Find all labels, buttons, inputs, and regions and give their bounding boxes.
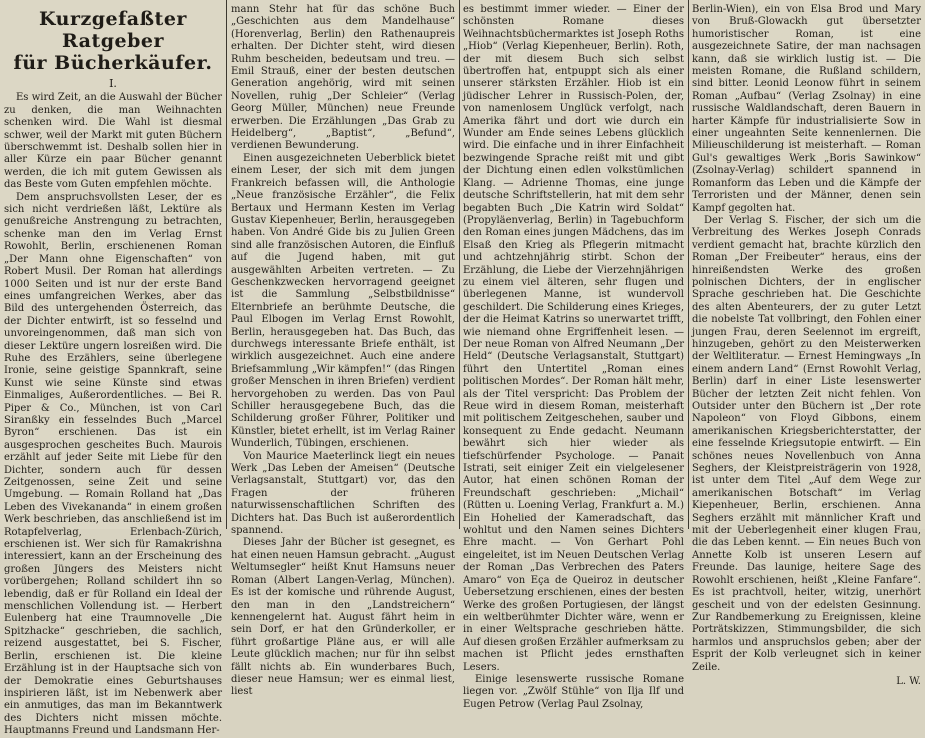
paragraph: Von Maurice Maeterlinck liegt ein neues Werk „Das Leben der Ameisen“ (Deutsche Verlagsanstalt, Stuttgart) vor, das den Fragen der früheren naturwissenschaftlichen Schriften des Dichters hat. Das Buch ist außerordentlich spannend.	[231, 450, 455, 537]
column-1-text	[4, 92, 222, 737]
headline-line-1: Kurzgefaßter Ratgeber	[39, 8, 187, 52]
paragraph: es bestimmt immer wieder. — Einer der schönsten Romane dieses Weihnachtsbüchermarktes ist Joseph Roths „Hiob“ (Verlag Kiepenheuer, Berlin). Roth, der mit diesem Buch sich selbst übertroffen hat, entpuppt sich als einer unserer stärksten Erzähler. Hiob ist ein jüdischer Lehrer in Russisch-Polen, der, von namenlosem Unglück verfolgt, nach Amerika fährt und dort wie durch ein Wunder am Ende seines Lebens glücklich wird. Die einfache und in ihrer Einfachheit bezwingende Sprache reißt mit und gibt der Dichtung einen edlen volkstümlichen Klang. — Adrienne Thomas, eine junge deutsche Schriftstellerin, hat mit dem sehr begabten Buch „Die Katrin wird Soldat“ (Propyläenverlag, Berlin) in Tagebuchform den Roman eines jungen Mädchens, das im Elsaß den Krieg als Pflegerin mitmacht und achtzehnjährig stirbt. Schon der Erzählung, die Liebe der Vierzehnjährigen zu einem viel älteren, sehr flugen und überlegenen Manne, ist wundervoll geschildert. Die Schilderung eines Krieges, der die Heimat Katrins so unerwartet trifft, wie niemand ohne Ergriffenheit lesen. — Der neue Roman von Alfred Neumann „Der Held“ (Deutsche Verlagsanstalt, Stuttgart) führt den Untertitel „Roman eines politischen Mordes“. Der Roman hält mehr, als der Titel verspricht: Das Problem der Reue wird in diesem Roman, meisterhaft mit politischem Zeitgeschehen, sauber und konsequent zu Ende gedacht. Neumann bewährt sich hier wieder als tiefschürfender Psychologe. — Panait Istrati, seit einiger Zeit ein vielgelesener Autor, hat einen schönen Roman der Freundschaft geschrieben: „Michail“ (Rütten u. Loening Verlag, Frankfurt a. M.) Ein Hohelied der Kameradschaft, das wohltut und den Namen seines Dichters Ehre macht. — Von Gerhart Pohl eingeleitet, ist im Neuen Deutschen Verlag der Roman „Das Verbrechen des Paters Amaro“ von Eça de Queiroz in deutscher Uebersetzung erschienen, eines der besten Werke des großen Portugiesen, der längst ein weltberühmter Dichter wäre, wenn er in einer Weltsprache geschrieben hätte. Auf diesen großen Erzähler aufmerksam zu machen ist Pflicht jedes ernsthaften Lesers.	[463, 4, 684, 673]
column-2-text	[231, 4, 455, 699]
paragraph: Berlin-Wien), ein von Elsa Brod und Mary von Bruß-Glowackh gut übersetzter humoristischer Roman, ist eine ausgezeichnete Satire, der man nachsagen kann, daß sie wirklich lustig ist. — Die meisten Romane, die Rußland schildern, sind bitter. Leonid Leonow führt in seinem Roman „Aufbau“ (Verlag Zsolnay) in eine russische Waldlandschaft, deren Bauern in harter Kämpfe für industrialisierte Sow in einer ungeahnten Seite kennenlernen. Die Milieuschilderung ist meisterhaft. — Roman Gul's gewaltiges Werk „Boris Sawinkow“ (Zsolnay-Verlag) schildert spannend in Romanform das Leben und die Kämpfe der Terroristen und der Männer, denen sein Kampf gegolten hat.	[692, 4, 921, 214]
column-3-text	[463, 4, 684, 711]
headline	[4, 8, 222, 74]
headline-line-2: für Bücherkäufer.	[13, 52, 213, 74]
column-rule	[459, 0, 460, 529]
column-4	[692, 0, 921, 687]
paragraph: Der Verlag S. Fischer, der sich um die Verbreitung des Werkes Joseph Conrads verdient gemacht hat, brachte kürzlich den Roman „Der Freibeuter“ heraus, eins der hinreißendsten Werke des großen polnischen Dichters, der in englischer Sprache geschrieben hat. Die Geschichte des alten Abenteurers, der zu guter Letzt die nobelste Tat vollbringt, den Fohlen einer jungen Frau, deren Seelennot im ergreift, hinzugeben, gehört zu den Meisterwerken der Weltliteratur. — Ernest Hemingways „In einem andern Land“ (Ernst Rowohlt Verlag, Berlin) darf in einer Liste lesenswerter Bücher der letzten Zeit nicht fehlen. Von Outsider unter den Büchern ist „Der rote Napoleon“ von Floyd Gibbons, einem amerikanischen Kriegsberichterstatter, der eine fesselnde Kriegsutopie entwirft. — Ein schönes neues Novellenbuch von Anna Seghers, der Kleistpreisträgerin von 1928, ist unter dem Titel „Auf dem Wege zur amerikanischen Botschaft“ im Verlag Kiepenheuer, Berlin, erschienen. Anna Seghers erzählt mit männlicher Kraft und mit der Ueberlegenheit einer klugen Frau, die das Leben kennt. — Ein neues Buch von Annette Kolb ist unseren Lesern auf Freunde. Das launige, heitere Sage des Rowohlt erschienen, heißt „Kleine Fanfare“. Es ist prachtvoll, heiter, witzig, unerhört gescheit und von der edelsten Gesinnung. Zur Randbemerkung zu Ereignissen, kleine Porträtskizzen, Stimmungsbilder, die sich harmlos und anspruchslos geben; aber der Esprit der Kolb verleugnet sich in keiner Zeile.	[692, 214, 921, 673]
paragraph: Dieses Jahr der Bücher ist gesegnet, es hat einen neuen Hamsun gebracht. „August Weltumsegler“ heißt Knut Hamsuns neuer Roman (Albert Langen-Verlag, München). Es ist der komische und rührende August, den man in den „Landstreichern“ kennengelernt hat. August fährt heim in sein Dorf, er hat den Gründerkoller, er führt großartige Pläne aus, er will alle Leute glücklich machen; nur für ihn selbst fällt nichts ab. Ein wunderbares Buch, dieser neue Hamsun; wer es einmal liest, liest	[231, 537, 455, 698]
author-signature: L. W.	[896, 675, 921, 687]
paragraph: Einige lesenswerte russische Romane liegen vor. „Zwölf Stühle“ von Ilja Ilf und Eugen Petrow (Verlag Paul Zsolnay,	[463, 673, 684, 710]
paragraph: mann Stehr hat für das schöne Buch „Geschichten aus dem Mandelhause“ (Horenverlag, Berlin) den Rathenaupreis erhalten. Der Dichter steht, wird diesen Ruhm bescheiden, bedeutsam und treu. — Emil Strauß, einer der besten deutschen Generation angehörig, wird mit seinen Novellen, ruhig „Der Schleier“ (Verlag Georg Müller, München) neue Freunde erwerben. Die Erzählungen „Das Grab zu Heidelberg“, „Baptist“, „Befund“, verdienen Bewunderung.	[231, 4, 455, 152]
paragraph: Dem anspruchsvollsten Leser, der es sich nicht verdrießen läßt, Lektüre als genußreiche Anstrengung zu betrachten, schenke man den im Verlag Ernst Rowohlt, Berlin, erschienenen Roman „Der Mann ohne Eigenschaften“ von Robert Musil. Der Roman hat allerdings 1000 Seiten und ist nur der erste Band eines umfangreichen Werkes, aber das Bild des untergehenden Österreich, das der Dichter entwirft, ist so fesselnd und unvoreingenommen, daß man sich von dieser Lektüre ungern losreißen wird. Die Ruhe des Erzählers, seine überlegene Ironie, seine geistige Spannkraft, seine Kunst wie seine Künste sind etwas Einmaliges, Außerordentliches. — Bei R. Piper & Co., München, ist von Carl Siranßky ein fesselndes Buch „Marcel Byron“ erschienen. Das ist ein ausgesprochen gescheites Buch. Maurois erzählt auf jeder Seite mit Liebe für den Dichter, sondern auch für dessen Zeitgenossen, seine Zeit und seine Umgebung. — Romain Rolland hat „Das Leben des Vivekananda“ in einem großen Werk beschrieben, das anschließend ist im Rotapfelverlag, Erlenbach-Zürich, erschienen ist. Wer sich für Ramakrishna interessiert, kann an der Erscheinung des großen Jüngers des Meisters nicht vorübergehen; Rolland schildert ihn so lebendig, daß er für Rolland ein Ideal der menschlichen Vollendung ist. — Herbert Eulenberg hat eine Traumnovelle „Die Spitzhacke“ geschrieben, die sachlich, reizend ausgestattet, bei S. Fischer, Berlin, erschienen ist. Die kleine Erzählung ist in der Hauptsache sich von der Demokratie eines Geburtshauses inspirieren läßt, ist im Nebenwerk aber ein anmutiges, das man im Bekanntwerk des Dichters nicht missen möchte. Hauptmanns Freund und Landsmann Her-	[4, 191, 222, 737]
paragraph: Einen ausgezeichneten Ueberblick bietet einem Leser, der sich mit dem jungen Frankreich befassen will, die Anthologie „Neue französische Erzähler“, die Felix Bertaux und Hermann Kesten im Verlag Gustav Kiepenheuer, Berlin, herausgegeben haben. Von André Gide bis zu Julien Green sind alle französischen Autoren, die Einfluß auf die Jugend haben, mit gut ausgewählten Arbeiten vertreten. — Zu Geschenkzwecken hervorragend geeignet ist die Sammlung „Selbstbildnisse“ Elternbriefe an berühmte Deutsche, die Paul Elbogen im Verlag Ernst Rowohlt, Berlin, herausgegeben hat. Das Buch, das durchwegs interessante Briefe enthält, ist wirklich ausgezeichnet. Auch eine andere Briefsammlung „Wir kämpfen!“ (das Ringen großer Menschen in ihren Briefen) verdient hervorgehoben zu werden. Das von Paul Schiller herausgegebene Buch, das die Schilderung großer Führer, Politiker und Künstler, bietet erhellt, ist im Verlag Rainer Wunderlich, Tübingen, erschienen.	[231, 152, 455, 450]
column-4-text	[692, 4, 921, 674]
column-3	[463, 0, 684, 710]
column-2	[231, 0, 455, 698]
paragraph: Es wird Zeit, an die Auswahl der Bücher zu denken, die man Weihnachten schenken wird. Die Wahl ist diesmal schwer, weil der Markt mit guten Büchern überschwemmt ist. Deshalb sollen hier in aller Kürze ein paar Bücher genannt werden, die ich mit gutem Gewissen als das Beste vom Guten empfehlen möchte.	[4, 92, 222, 191]
column-1	[4, 0, 222, 737]
column-rule	[688, 0, 689, 529]
section-numeral: I.	[109, 77, 117, 90]
column-rule	[226, 0, 227, 529]
